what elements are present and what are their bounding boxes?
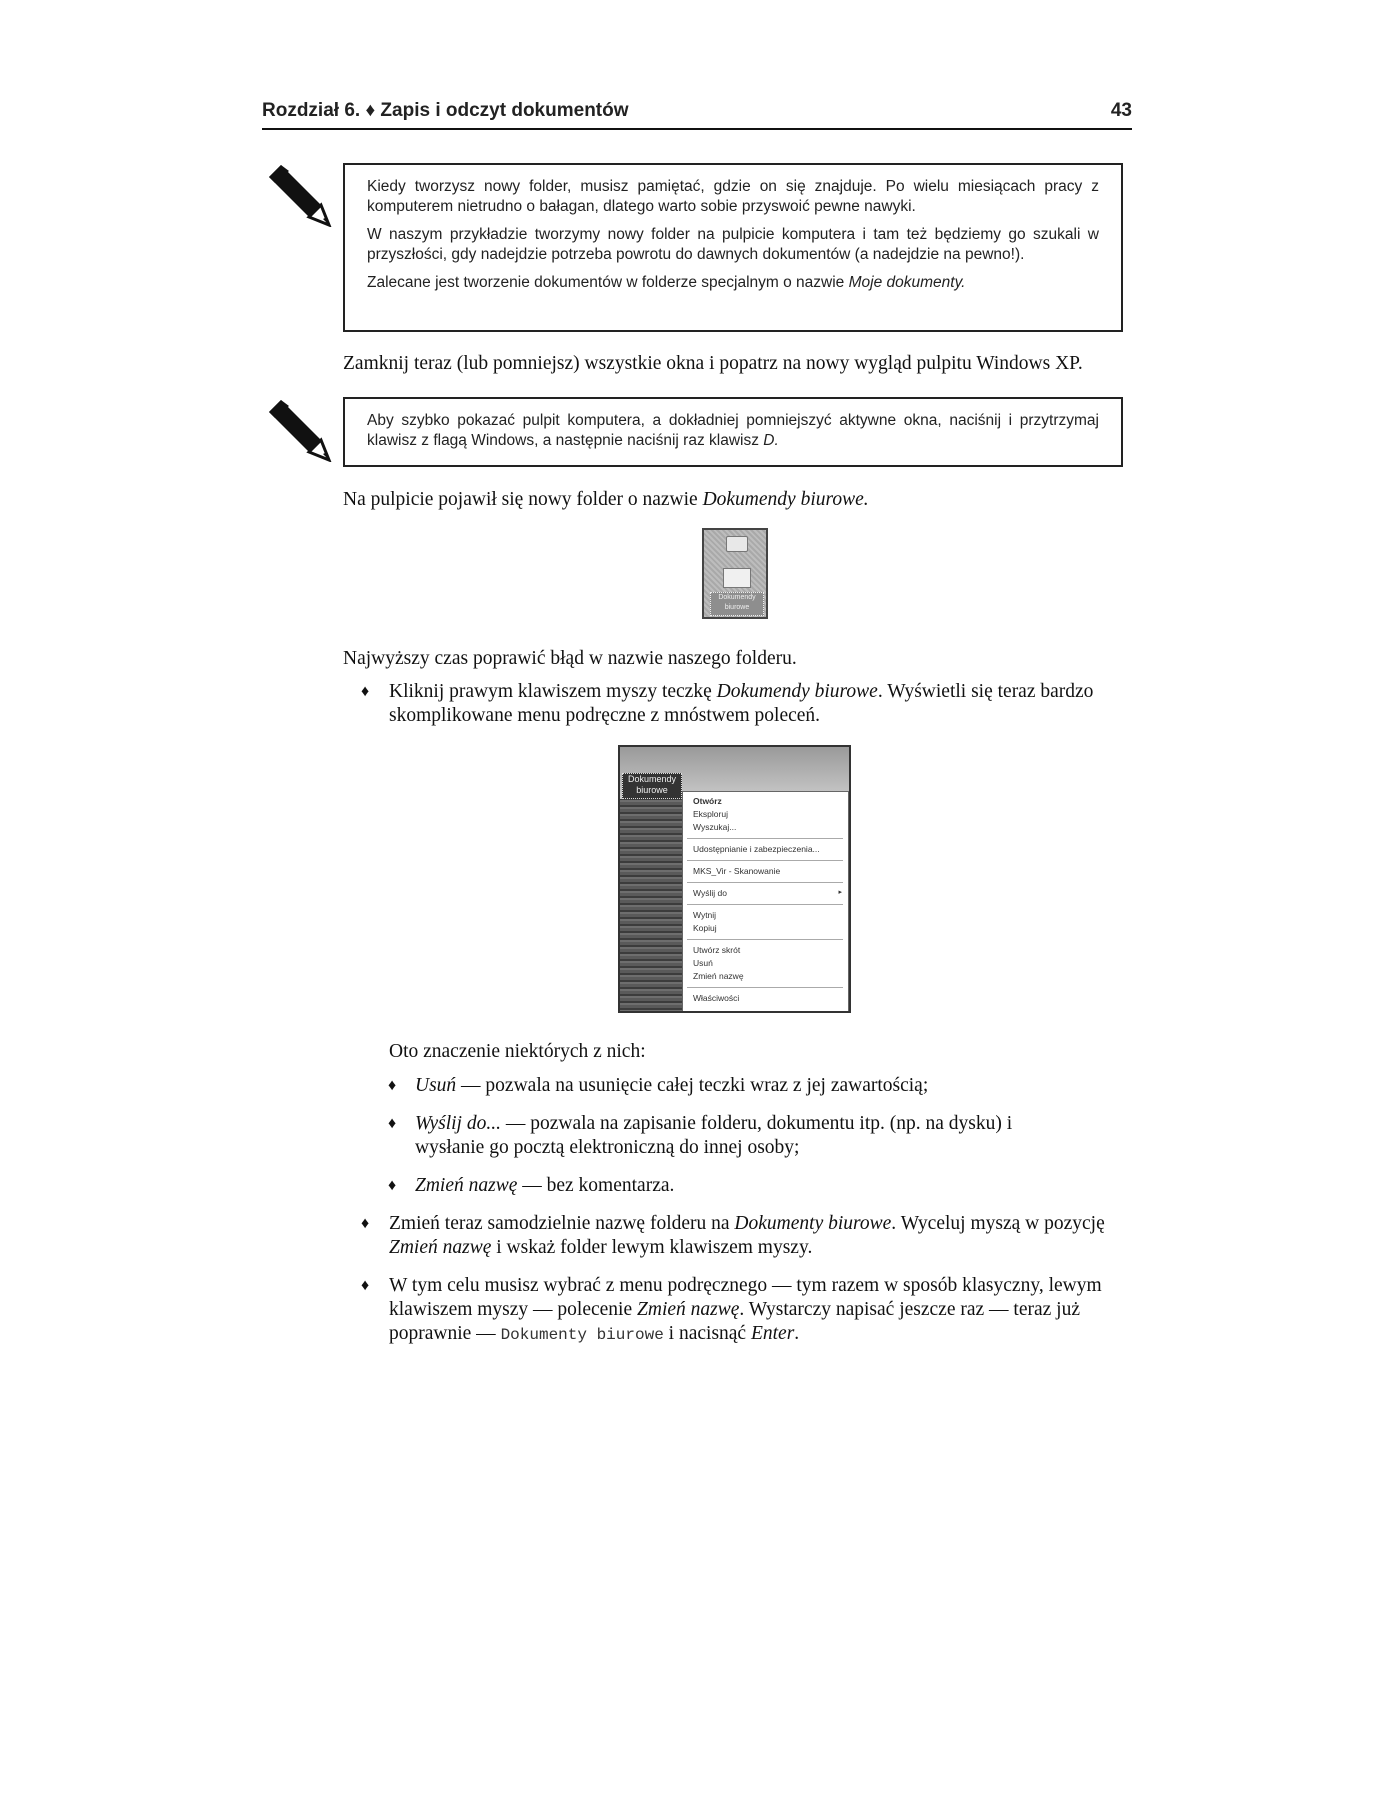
list-item: Zmień teraz samodzielnie nazwę folderu na Dokumenty biurowe. Wyceluj myszą w pozycję Zmień nazwę i wskaż folder lewym klawiszem myszy. <box>389 1213 1105 1258</box>
menu-item-properties[interactable]: Właściwości <box>693 993 740 1003</box>
context-menu <box>682 791 849 1013</box>
context-menu-screenshot <box>618 745 851 1013</box>
menu-item-send-to[interactable]: Wyślij do <box>693 888 727 898</box>
menu-item-copy[interactable]: Kopiuj <box>693 923 717 933</box>
menu-separator <box>687 860 843 861</box>
note-box-shortcut-tip <box>343 397 1123 467</box>
body-paragraph: Zamknij teraz (lub pomniejsz) wszystkie okna i popatrz na nowy wygląd pulpitu Windows XP. <box>343 353 1083 374</box>
note-paragraph: Aby szybko pokazać pulpit komputera, a dokładniej pomniejszyć aktywne okna, naciśnij i przytrzymaj klawisz z flagą Windows, a następnie naciśnij raz klawisz D. <box>367 412 1099 449</box>
list-item: W tym celu musisz wybrać z menu podręcznego — tym razem w sposób klasyczny, lewym klawiszem myszy — polecenie Zmień nazwę. Wystarczy napisać jeszcze raz — teraz już poprawnie — Dokumenty biurowe i nacisnąć Enter. <box>389 1275 1102 1344</box>
menu-item-cut[interactable]: Wytnij <box>693 910 717 920</box>
recycle-bin-icon <box>726 536 748 552</box>
selected-folder-label: Dokumendy biurowe <box>622 773 682 799</box>
bullet-diamond-icon: ♦ <box>388 1077 397 1094</box>
pencil-note-icon <box>263 398 333 462</box>
list-item: Wyślij do... — pozwala na zapisanie folderu, dokumentu itp. (np. na dysku) i wysłanie go pocztą elektroniczną do innej osoby; <box>415 1113 1013 1158</box>
body-paragraph: Oto znaczenie niektórych z nich: <box>389 1041 646 1062</box>
body-paragraph: Najwyższy czas poprawić błąd w nazwie naszego folderu. <box>343 648 797 669</box>
menu-separator <box>687 987 843 988</box>
menu-item-scan[interactable]: MKS_Vir - Skanowanie <box>693 866 781 876</box>
menu-item-search[interactable]: Wyszukaj... <box>693 822 737 832</box>
folder-icon <box>723 568 751 588</box>
list-item: Usuń — pozwala na usunięcie całej teczki wraz z jej zawartością; <box>415 1075 929 1096</box>
note-paragraph: Kiedy tworzysz nowy folder, musisz pamiętać, gdzie on się znajduje. Po wielu miesiącach pracy z komputerem nietrudno o bałagan, dlatego warto sobie przyswoić pewne nawyki. <box>367 178 1099 215</box>
bullet-diamond-icon: ♦ <box>361 1277 370 1294</box>
menu-item-open[interactable]: Otwórz <box>693 796 722 806</box>
menu-separator <box>687 939 843 940</box>
note-box-folder-tip <box>343 163 1123 332</box>
menu-item-sharing[interactable]: Udostępnianie i zabezpieczenia... <box>693 844 820 854</box>
list-item: Zmień nazwę — bez komentarza. <box>415 1175 675 1196</box>
bullet-diamond-icon: ♦ <box>388 1115 397 1132</box>
menu-item-explore[interactable]: Eksploruj <box>693 809 728 819</box>
chapter-title: Rozdział 6. ♦ Zapis i odczyt dokumentów <box>262 100 629 121</box>
menu-item-create-shortcut[interactable]: Utwórz skrót <box>693 945 741 955</box>
desktop-folder-screenshot <box>702 528 768 619</box>
menu-separator <box>687 838 843 839</box>
body-paragraph: Na pulpicie pojawił się nowy folder o nazwie Dokumendy biurowe. <box>343 489 869 510</box>
bullet-diamond-icon: ♦ <box>361 1215 370 1232</box>
page-number: 43 <box>1110 100 1132 121</box>
menu-item-rename[interactable]: Zmień nazwę <box>693 971 744 981</box>
menu-separator <box>687 882 843 883</box>
note-paragraph: W naszym przykładzie tworzymy nowy folder na pulpicie komputera i tam też będziemy go szukali w przyszłości, gdy nadejdzie potrzeba powrotu do dawnych dokumentów (a nadejdzie na pewno!). <box>367 226 1099 263</box>
folder-label: Dokumendy biurowe <box>710 592 764 616</box>
pencil-note-icon <box>263 163 333 227</box>
bullet-diamond-icon: ♦ <box>361 683 370 700</box>
menu-item-delete[interactable]: Usuń <box>693 958 713 968</box>
note-paragraph: Zalecane jest tworzenie dokumentów w folderze specjalnym o nazwie Moje dokumenty. <box>367 274 966 291</box>
list-item: Kliknij prawym klawiszem myszy teczkę Dokumendy biurowe. Wyświetli się teraz bardzo skomplikowane menu podręczne z mnóstwem poleceń. <box>389 681 1094 726</box>
menu-separator <box>687 904 843 905</box>
bullet-diamond-icon: ♦ <box>388 1177 397 1194</box>
running-header <box>262 98 1132 130</box>
submenu-arrow-icon: ▸ <box>838 889 842 896</box>
